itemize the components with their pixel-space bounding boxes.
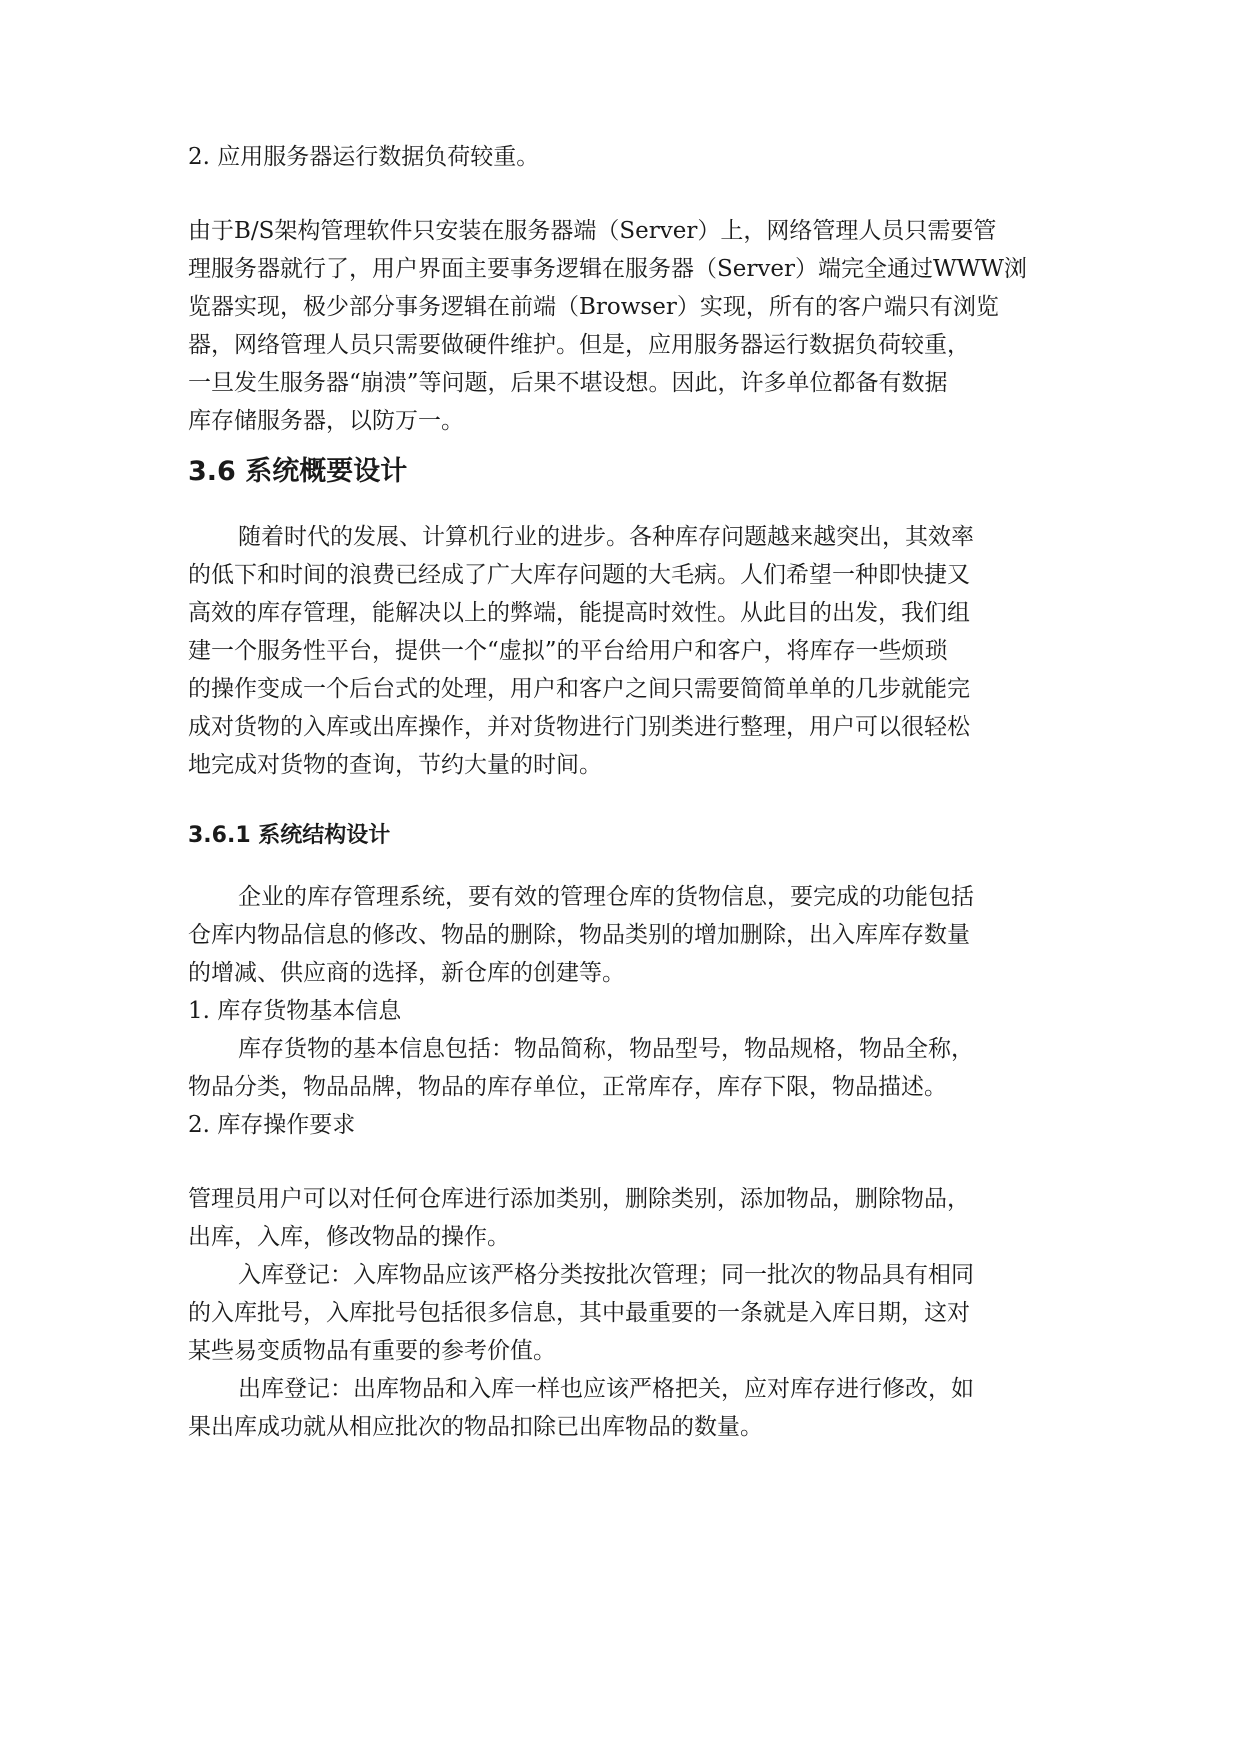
admin-paragraph-line-2: 出库，入库，修改物品的操作。 [188, 1224, 510, 1250]
list-item-server-load: 2. 应用服务器运行数据负荷较重。 [188, 144, 540, 170]
section-heading-3-6-1: 3.6.1 系统结构设计 [188, 823, 391, 848]
structure-paragraph-line-3: 的增减、供应商的选择，新仓库的创建等。 [188, 960, 625, 986]
inbound-paragraph-line-2: 的入库批号，入库批号包括很多信息，其中最重要的一条就是入库日期，这对 [188, 1300, 970, 1326]
structure-paragraph-line-2: 仓库内物品信息的修改、物品的删除，物品类别的增加删除，出入库库存数量 [188, 922, 970, 948]
bs-paragraph-line-2: 理服务器就行了，用户界面主要事务逻辑在服务器（Server）端完全通过WWW浏 [188, 256, 1027, 282]
overview-paragraph-line-3: 高效的库存管理，能解决以上的弊端，能提高时效性。从此目的出发，我们组 [188, 600, 970, 626]
bs-paragraph-line-5: 一旦发生服务器“崩溃”等问题，后果不堪设想。因此，许多单位都备有数据 [188, 370, 948, 396]
overview-paragraph-line-7: 地完成对货物的查询，节约大量的时间。 [188, 752, 602, 778]
bs-paragraph-line-1: 由于B/S架构管理软件只安装在服务器端（Server）上，网络管理人员只需要管 [188, 218, 997, 244]
list-item-basic-info: 1. 库存货物基本信息 [188, 998, 402, 1024]
outbound-paragraph-line-1: 出库登记：出库物品和入库一样也应该严格把关，应对库存进行修改，如 [238, 1376, 974, 1402]
overview-paragraph-line-2: 的低下和时间的浪费已经成了广大库存问题的大毛病。人们希望一种即快捷又 [188, 562, 970, 588]
overview-paragraph-line-4: 建一个服务性平台，提供一个“虚拟”的平台给用户和客户，将库存一些烦琐 [188, 638, 948, 664]
inbound-paragraph-line-3: 某些易变质物品有重要的参考价值。 [188, 1338, 556, 1364]
basic-info-paragraph-line-2: 物品分类，物品品牌，物品的库存单位，正常库存，库存下限，物品描述。 [188, 1074, 947, 1100]
overview-paragraph-line-1: 随着时代的发展、计算机行业的进步。各种库存问题越来越突出，其效率 [238, 524, 974, 550]
list-item-operation-requirements: 2. 库存操作要求 [188, 1112, 356, 1138]
basic-info-paragraph-line-1: 库存货物的基本信息包括：物品简称，物品型号，物品规格，物品全称， [238, 1036, 974, 1062]
inbound-paragraph-line-1: 入库登记：入库物品应该严格分类按批次管理；同一批次的物品具有相同 [238, 1262, 974, 1288]
structure-paragraph-line-1: 企业的库存管理系统，要有效的管理仓库的货物信息，要完成的功能包括 [238, 884, 974, 910]
overview-paragraph-line-6: 成对货物的入库或出库操作，并对货物进行门别类进行整理，用户可以很轻松 [188, 714, 970, 740]
bs-paragraph-line-3: 览器实现，极少部分事务逻辑在前端（Browser）实现，所有的客户端只有浏览 [188, 294, 999, 320]
section-heading-3-6: 3.6 系统概要设计 [188, 456, 408, 487]
overview-paragraph-line-5: 的操作变成一个后台式的处理，用户和客户之间只需要简简单单的几步就能完 [188, 676, 970, 702]
bs-paragraph-line-4: 器，网络管理人员只需要做硬件维护。但是，应用服务器运行数据负荷较重， [188, 332, 970, 358]
outbound-paragraph-line-2: 果出库成功就从相应批次的物品扣除已出库物品的数量。 [188, 1414, 763, 1440]
admin-paragraph-line-1: 管理员用户可以对任何仓库进行添加类别，删除类别，添加物品，删除物品， [188, 1186, 970, 1212]
bs-paragraph-line-6: 库存储服务器，以防万一。 [188, 408, 464, 434]
